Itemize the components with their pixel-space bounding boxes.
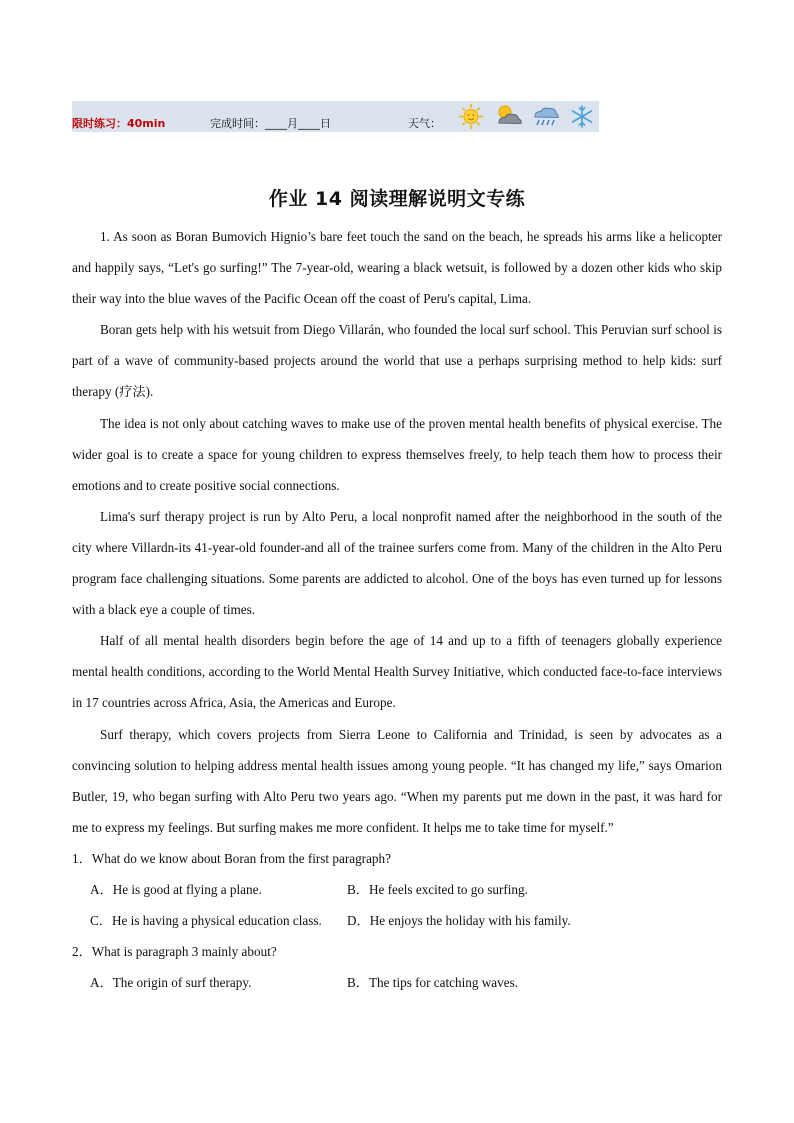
- paragraph-5: Half of all mental health disorders begin before the age of 14 and up to a fifth of teenagers globally experience mental health conditions, according to the World Mental Health Survey Initiative, which conducted face-to-face interviews in 17 countries across Africa, Asia, the Americas and Europe.: [72, 633, 722, 711]
- snow-icon: [564, 101, 600, 132]
- question-1-option-b: B．He feels excited to go surfing.: [347, 881, 528, 897]
- question-1-option-c: C．He is having a physical education class.: [90, 913, 322, 929]
- weather-label: 天气：: [408, 117, 441, 130]
- completion-time: 完成时间：____月____日: [210, 117, 331, 130]
- rain-icon: [528, 101, 564, 132]
- paragraph-4: Lima's surf therapy project is run by Alto Peru, a local nonprofit named after the neighborhood in the south of the city where Villardn-its 41-year-old founder-and all of the trainee surfers come from. Many of the children in the Alto Peru program face challenging situations. Some parents are addicted to alcohol. One of the boys has even turned up for lessons with a black eye a couple of times.: [72, 508, 722, 618]
- question-2-options-row-1: [72, 967, 722, 998]
- paragraph-2: Boran gets help with his wetsuit from Diego Villarán, who founded the local surf school. This Peruvian surf school is part of a wave of community-based projects around the world that use a perhaps surprising method to help kids: surf therapy (疗法).: [72, 322, 722, 400]
- question-1-options-row-1: [72, 874, 722, 905]
- question-2-option-a: A．The origin of surf therapy.: [90, 975, 252, 991]
- header-banner: [72, 101, 599, 132]
- question-2-stem: 2．What is paragraph 3 mainly about?: [72, 944, 277, 960]
- question-1-option-a: A．He is good at flying a plane.: [90, 881, 262, 897]
- question-1-option-d: D．He enjoys the holiday with his family.: [347, 913, 571, 929]
- question-2-option-b: B．The tips for catching waves.: [347, 975, 519, 991]
- time-limit: 限时练习：40min: [72, 117, 166, 130]
- cloudy-icon: [490, 101, 526, 132]
- question-1-stem: 1．What do we know about Boran from the first paragraph?: [72, 850, 391, 866]
- sunny-icon: [453, 101, 489, 132]
- paragraph-1: 1. As soon as Boran Bumovich Hignio’s bare feet touch the sand on the beach, he spreads his arms like a helicopter and happily says, “Let's go surfing!” The 7-year-old, wearing a black wetsuit, is followed by a dozen other kids who skip their way into the blue waves of the Pacific Ocean off the coast of Peru's capital, Lima.: [72, 229, 722, 307]
- page-title: 作业 14 阅读理解说明文专练: [268, 188, 526, 210]
- paragraph-6: Surf therapy, which covers projects from Sierra Leone to California and Trinidad, is seen by advocates as a convincing solution to helping address mental health issues among young people. “It has changed my life,” says Omarion Butler, 19, who began surfing with Alto Peru two years ago. “When my parents put me down in the past, it was hard for me to express my feelings. But surfing makes me more confident. It helps me to take time for myself.”: [72, 726, 722, 835]
- question-1-options-row-2: [72, 905, 722, 936]
- reading-passage: [72, 221, 722, 998]
- paragraph-3: The idea is not only about catching waves to make use of the proven mental health benefits of physical exercise. The wider goal is to create a space for young children to express themselves freely, to help teach them how to process their emotions and to create positive social connections.: [72, 415, 722, 493]
